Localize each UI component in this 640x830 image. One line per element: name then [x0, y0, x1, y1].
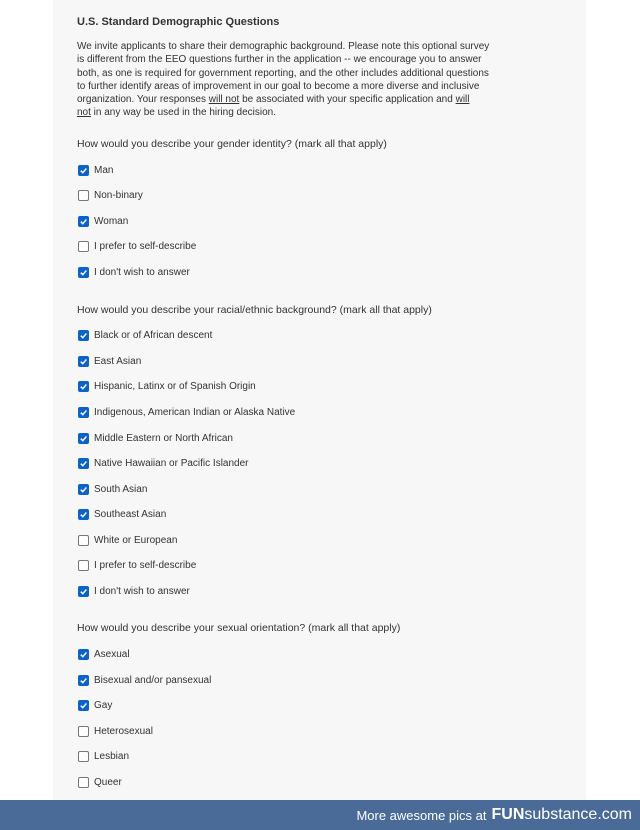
option-label: Man [94, 164, 114, 176]
checkbox[interactable] [78, 433, 89, 444]
option-race-self-describe[interactable] [78, 558, 196, 572]
option-gender-woman[interactable] [78, 214, 128, 228]
option-label: Queer [94, 776, 122, 788]
option-label: White or European [94, 534, 178, 546]
option-orientation-bisexual[interactable] [78, 673, 211, 687]
checkbox[interactable] [78, 267, 89, 278]
question-orientation: How would you describe your sexual orientation? (mark all that apply) [77, 622, 401, 634]
intro-underlined-text: will [455, 94, 470, 106]
option-label: Middle Eastern or North African [94, 432, 233, 444]
option-race-southeast-asian[interactable] [78, 507, 166, 521]
checkbox[interactable] [78, 509, 89, 520]
checkbox[interactable] [78, 216, 89, 227]
checkbox[interactable] [78, 330, 89, 341]
option-race-pacific-islander[interactable] [78, 456, 249, 470]
intro-line [77, 93, 537, 106]
checkbox[interactable] [78, 726, 89, 737]
checkbox[interactable] [78, 560, 89, 571]
intro-line [77, 106, 537, 119]
option-race-hispanic[interactable] [78, 379, 256, 393]
option-label: Lesbian [94, 750, 130, 762]
intro-text: be associated with your specific application and [239, 94, 456, 106]
option-gender-self-describe[interactable] [78, 239, 196, 253]
option-label: Black or of African descent [94, 329, 213, 341]
option-label: Woman [94, 215, 129, 227]
intro-line: both, as one is required for government reporting, and the other includes additional questions [77, 67, 489, 79]
option-orientation-lesbian[interactable] [78, 749, 129, 763]
option-race-south-asian[interactable] [78, 482, 147, 496]
survey-intro [77, 40, 537, 120]
footer-brand-bold: FUN [491, 806, 525, 823]
option-race-middle-eastern[interactable] [78, 431, 233, 445]
option-label: I don't wish to answer [94, 585, 190, 597]
intro-text: organization. Your responses [77, 94, 209, 106]
checkbox[interactable] [78, 407, 89, 418]
checkbox[interactable] [78, 190, 89, 201]
option-orientation-heterosexual[interactable] [78, 724, 153, 738]
option-orientation-gay[interactable] [78, 698, 112, 712]
checkbox[interactable] [78, 535, 89, 546]
intro-line: to further identify areas of improvement in our goal to become a more diverse and inclusive [77, 80, 480, 92]
intro-line: is different from the EEO questions further in the application -- we encourage you to answer [77, 54, 482, 66]
checkbox[interactable] [78, 649, 89, 660]
option-label: South Asian [94, 483, 148, 495]
intro-line: We invite applicants to share their demographic background. Please note this optional survey [77, 41, 490, 52]
option-label: Southeast Asian [94, 508, 167, 520]
checkbox[interactable] [78, 586, 89, 597]
option-race-east-asian[interactable] [78, 354, 141, 368]
option-gender-no-answer[interactable] [78, 265, 190, 279]
checkbox[interactable] [78, 484, 89, 495]
option-race-black[interactable] [78, 328, 212, 342]
checkbox[interactable] [78, 675, 89, 686]
checkbox[interactable] [78, 241, 89, 252]
option-label: I don't wish to answer [94, 266, 190, 278]
footer-more-text: More awesome pics at [356, 807, 487, 823]
option-label: I prefer to self-describe [94, 559, 197, 571]
checkbox[interactable] [78, 751, 89, 762]
watermark-footer [0, 800, 640, 830]
checkbox[interactable] [78, 165, 89, 176]
checkbox[interactable] [78, 381, 89, 392]
question-gender: How would you describe your gender identity? (mark all that apply) [77, 138, 387, 150]
intro-underlined-text: not [77, 107, 91, 119]
footer-brand-rest: substance [524, 806, 598, 823]
checkbox[interactable] [78, 777, 89, 788]
intro-underlined-text: will not [208, 94, 240, 106]
option-label: Asexual [94, 648, 130, 660]
option-race-white[interactable] [78, 533, 177, 547]
footer-brand-suffix: .com [597, 806, 632, 823]
question-race: How would you describe your racial/ethnic background? (mark all that apply) [77, 304, 432, 316]
option-orientation-asexual[interactable] [78, 647, 130, 661]
option-label: Bisexual and/or pansexual [94, 674, 212, 686]
checkbox[interactable] [78, 356, 89, 367]
intro-text: in any way be used in the hiring decision. [90, 107, 277, 119]
option-label: I prefer to self-describe [94, 240, 197, 252]
option-label: Non-binary [94, 189, 143, 201]
option-label: Hispanic, Latinx or of Spanish Origin [94, 380, 256, 392]
option-label: Native Hawaiian or Pacific Islander [94, 457, 249, 469]
checkbox[interactable] [78, 458, 89, 469]
option-gender-nonbinary[interactable] [78, 188, 143, 202]
option-gender-man[interactable] [78, 163, 113, 177]
option-label: Indigenous, American Indian or Alaska Native [94, 406, 296, 418]
checkbox[interactable] [78, 700, 89, 711]
option-label: East Asian [94, 355, 142, 367]
option-label: Heterosexual [94, 725, 153, 737]
option-orientation-queer[interactable] [78, 775, 122, 789]
option-label: Gay [94, 699, 113, 711]
option-race-indigenous[interactable] [78, 405, 295, 419]
survey-title: U.S. Standard Demographic Questions [77, 16, 280, 28]
option-race-no-answer[interactable] [78, 584, 190, 598]
